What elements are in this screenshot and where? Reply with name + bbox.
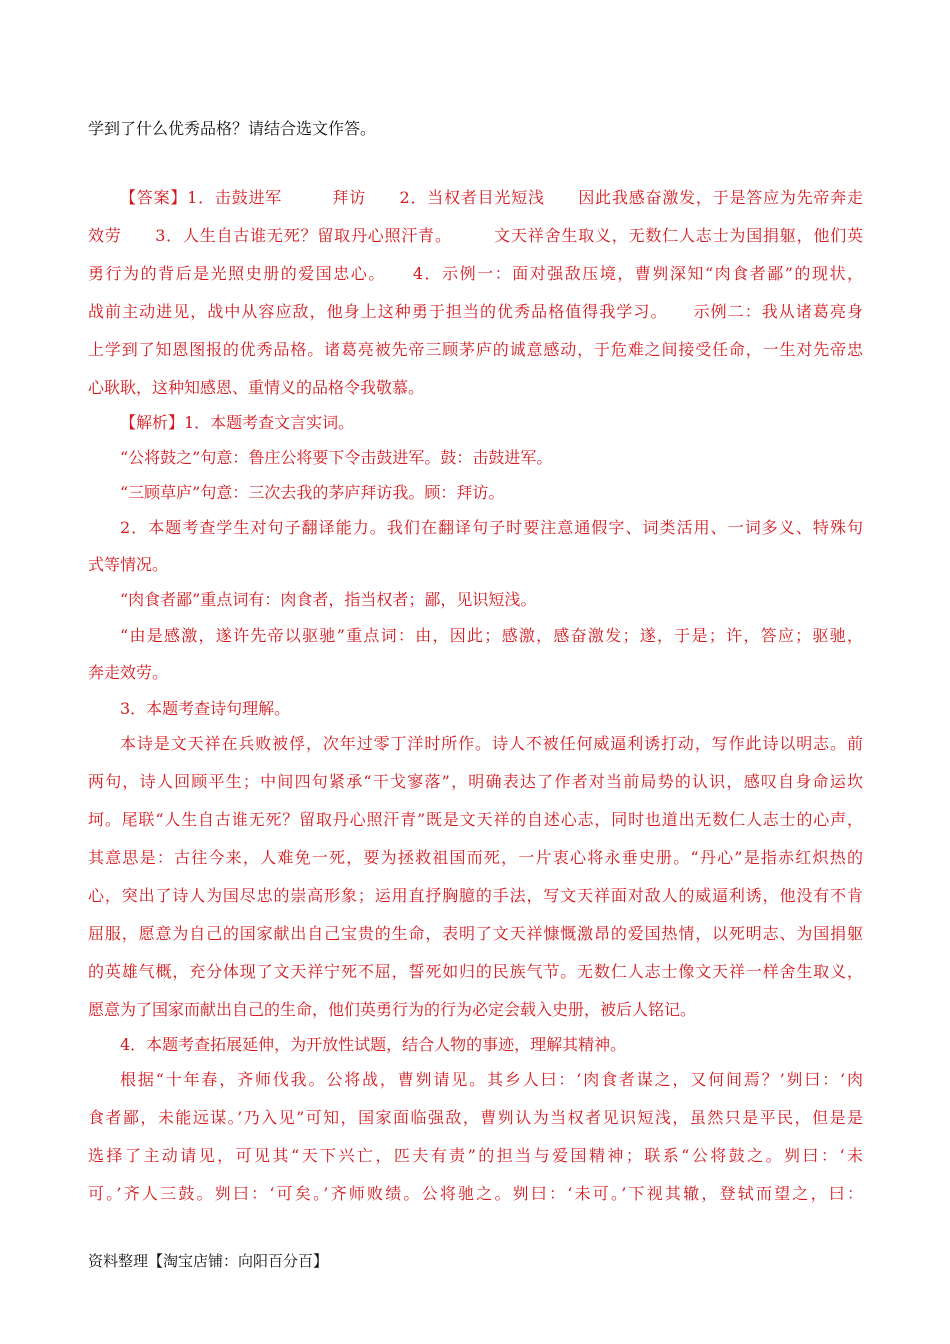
analysis-line: 可。’齐人三鼓。刿曰：‘可矣。’齐师败绩。公将驰之。刿曰：‘未可。’下视其辙，登轼而望之，曰： [88, 1184, 863, 1203]
analysis-line: 的英雄气概，充分体现了文天祥宁死不屈，誓死如归的民族气节。无数仁人志士像文天祥一样舍生取义， [88, 962, 863, 981]
analysis-line: 式等情况。 [88, 555, 169, 574]
analysis-line: 奔走效劳。 [88, 663, 169, 682]
analysis-line: 坷。尾联“人生自古谁无死？留取丹心照汗青”既是文天祥的自述心志，同时也道出无数仁人志士的心声， [88, 810, 863, 829]
page-footer: 资料整理【淘宝店铺：向阳百分百】 [88, 1252, 329, 1270]
analysis-line: 心，突出了诗人为国尽忠的崇高形象；运用直抒胸臆的手法，写文天祥面对敌人的威逼利诱，他没有不肯 [88, 886, 863, 905]
analysis-line: 2．本题考查学生对句子翻译能力。我们在翻译句子时要注意通假字、词类活用、一词多义、特殊句 [120, 518, 863, 537]
analysis-line: 本诗是文天祥在兵败被俘，次年过零丁洋时所作。诗人不被任何威逼利诱打动，写作此诗以明志。前 [120, 734, 863, 753]
question-tail-line: 学到了什么优秀品格？请结合选文作答。 [88, 119, 377, 138]
answer-line: 心耿耿，这种知感恩、重情义的品格令我敬慕。 [88, 378, 425, 397]
answer-line: 效劳 3．人生自古谁无死？留取丹心照汗青。 文天祥舍生取义，无数仁人志士为国捐躯，他们英 [88, 226, 863, 245]
analysis-line: 3．本题考查诗句理解。 [120, 699, 291, 718]
analysis-line: “三顾草庐”句意：三次去我的茅庐拜访我。顾：拜访。 [120, 483, 505, 502]
analysis-line: 根据“十年春，齐师伐我。公将战，曹刿请见。其乡人曰：‘肉食者谋之，又何间焉？’刿曰：‘肉 [120, 1070, 863, 1089]
answer-line: 勇行为的背后是光照史册的爱国忠心。 4．示例一：面对强敌压境，曹刿深知“肉食者鄙”的现状， [88, 264, 863, 283]
analysis-line: 愿意为了国家而献出自己的生命，他们英勇行为的行为必定会载入史册，被后人铭记。 [88, 1000, 697, 1019]
analysis-line: 【解析】1．本题考查文言实词。 [120, 413, 355, 432]
analysis-line: 食者鄙，未能远谋。’乃入见”可知，国家面临强敌，曹刿认为当权者见识短浅，虽然只是平民，但是是 [88, 1108, 863, 1127]
answer-line: 【答案】1．击鼓进军 拜访 2．当权者目光短浅 因此我感奋激发，于是答应为先帝奔走 [120, 188, 863, 207]
answer-line: 战前主动进见，战中从容应敌，他身上这种勇于担当的优秀品格值得我学习。 示例二：我从诸葛亮身 [88, 302, 863, 321]
analysis-line: “由是感激，遂许先帝以驱驰”重点词：由，因此；感激，感奋激发；遂，于是；许，答应；驱驰， [120, 626, 863, 645]
analysis-line: “肉食者鄙”重点词有：肉食者，指当权者；鄙，见识短浅。 [120, 590, 537, 609]
analysis-line: 4．本题考查拓展延伸，为开放性试题，结合人物的事迹，理解其精神。 [120, 1035, 627, 1054]
analysis-line: 两句，诗人回顾平生；中间四句紧承“干戈寥落”，明确表达了作者对当前局势的认识，感叹自身命运坎 [88, 772, 863, 791]
analysis-line: “公将鼓之”句意：鲁庄公将要下令击鼓进军。鼓：击鼓进军。 [120, 448, 553, 467]
analysis-line: 选择了主动请见，可见其“天下兴亡，匹夫有责”的担当与爱国精神；联系“公将鼓之。刿曰：‘未 [88, 1146, 863, 1165]
analysis-line: 其意思是：古往今来，人难免一死，要为拯救祖国而死，一片衷心将永垂史册。“丹心”是指赤红炽热的 [88, 848, 863, 867]
answer-line: 上学到了知恩图报的优秀品格。诸葛亮被先帝三顾茅庐的诚意感动，于危难之间接受任命，一生对先帝忠 [88, 340, 863, 359]
analysis-line: 屈服，愿意为自己的国家献出自己宝贵的生命，表明了文天祥慷慨激昂的爱国热情，以死明志、为国捐躯 [88, 924, 863, 943]
